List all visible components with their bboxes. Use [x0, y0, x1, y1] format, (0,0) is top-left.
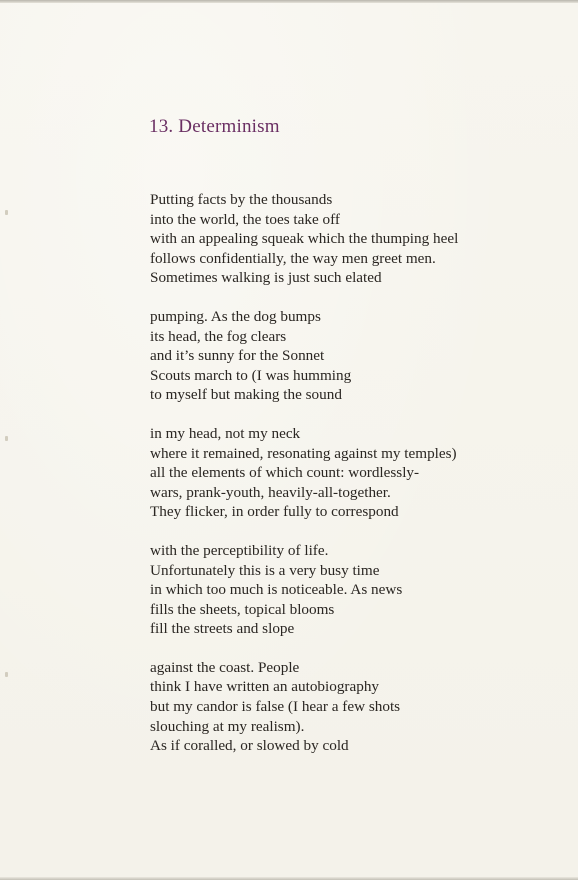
stanza — [150, 190, 570, 288]
stanza — [150, 658, 570, 756]
poem-line: its head, the fog clears — [150, 327, 287, 345]
poem-title: 13. Determinism — [149, 116, 280, 137]
stanza — [150, 424, 570, 522]
poem-line: They flicker, in order fully to correspond — [150, 503, 399, 521]
margin-speck — [5, 436, 8, 441]
poem-line: Sometimes walking is just such elated — [150, 269, 382, 287]
poem-line: As if coralled, or slowed by cold — [150, 737, 349, 755]
poem-line: in my head, not my neck — [150, 424, 301, 442]
poem-line: to myself but making the sound — [150, 386, 342, 404]
poem-line: with the perceptibility of life. — [150, 541, 329, 559]
page-top-edge — [0, 0, 578, 3]
poem-line: pumping. As the dog bumps — [150, 307, 321, 325]
poem-line: into the world, the toes take off — [150, 210, 340, 228]
poem-body — [150, 190, 570, 775]
poem-line: in which too much is noticeable. As news — [150, 581, 403, 599]
poem-line: fills the sheets, topical blooms — [150, 600, 335, 618]
poem-line: slouching at my realism). — [150, 717, 305, 735]
poem-line: all the elements of which count: wordlessly- — [150, 464, 420, 482]
poem-line: against the coast. People — [150, 658, 300, 676]
poem-line: where it remained, resonating against my temples) — [150, 444, 457, 462]
poem-line: Unfortunately this is a very busy time — [150, 561, 380, 579]
stanza — [150, 307, 570, 405]
stanza — [150, 541, 570, 639]
margin-speck — [5, 672, 8, 677]
margin-speck — [5, 210, 8, 215]
poem-line: with an appealing squeak which the thumping heel — [150, 230, 459, 248]
poem-line: but my candor is false (I hear a few shots — [150, 698, 401, 716]
poem-line: think I have written an autobiography — [150, 678, 380, 696]
poem-line: and it’s sunny for the Sonnet — [150, 347, 325, 365]
poem-line: fill the streets and slope — [150, 620, 295, 638]
poem-line: wars, prank-youth, heavily-all-together. — [150, 483, 391, 501]
poem-line: Scouts march to (I was humming — [150, 366, 352, 384]
poem-line: follows confidentially, the way men greet men. — [150, 249, 436, 267]
poem-line: Putting facts by the thousands — [150, 191, 333, 208]
